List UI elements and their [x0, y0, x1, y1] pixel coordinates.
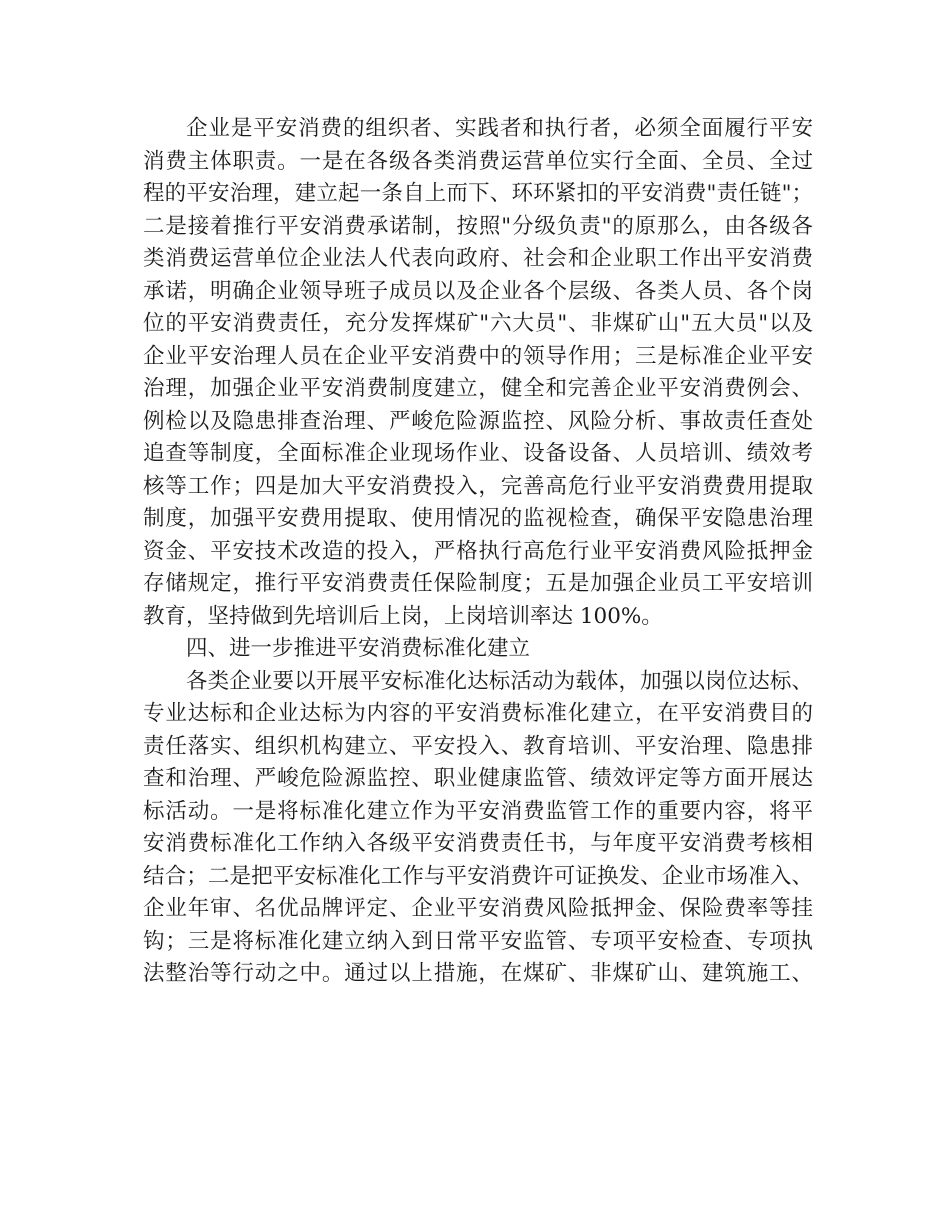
section-heading-text: 四、进一步推进平安消费标准化建立	[186, 636, 531, 661]
text-line: 企业平安治理人员在企业平安消费中的领导作用；三是标准企业平安	[143, 343, 813, 369]
text-line: 追查等制度，全面标准企业现场作业、设备设备、人员培训、绩效考	[143, 441, 813, 466]
text-line: 治理，加强企业平安消费制度建立，健全和完善企业平安消费例会、	[143, 376, 813, 401]
text-line: 各类企业要以开展平安标准化达标活动为载体，加强以岗位达标、	[186, 668, 813, 694]
text-line: 消费主体职责。一是在各级各类消费运营单位实行全面、全员、全过	[143, 148, 813, 174]
paragraph-standardization	[143, 666, 813, 991]
section-heading	[143, 633, 813, 666]
text-line: 专业达标和企业达标为内容的平安消费标准化建立，在平安消费目的	[143, 701, 813, 726]
text-line: 责任落实、组织机构建立、平安投入、教育培训、平安治理、隐患排	[143, 733, 813, 759]
text-line: 钩；三是将标准化建立纳入到日常平安监管、专项平安检查、专项执	[143, 928, 813, 954]
text-line: 存储规定，推行平安消费责任保险制度；五是加强企业员工平安培训	[143, 571, 813, 596]
text-line: 教育，坚持做到先培训后上岗，上岗培训率达 100%。	[143, 603, 663, 629]
text-line: 类消费运营单位企业法人代表向政府、社会和企业职工作出平安消费	[143, 246, 813, 271]
text-line: 结合；二是把平安标准化工作与平安消费许可证换发、企业市场准入、	[143, 863, 813, 889]
document-body	[143, 113, 813, 991]
text-line: 法整治等行动之中。通过以上措施，在煤矿、非煤矿山、建筑施工、	[143, 961, 813, 986]
text-line: 例检以及隐患排查治理、严峻危险源监控、风险分析、事故责任查处	[143, 408, 813, 434]
text-line: 安消费标准化工作纳入各级平安消费责任书，与年度平安消费考核相	[143, 831, 813, 856]
text-line: 标活动。一是将标准化建立作为平安消费监管工作的重要内容，将平	[143, 798, 813, 824]
text-line: 企业年审、名优品牌评定、企业平安消费风险抵押金、保险费率等挂	[143, 896, 813, 921]
text-line: 资金、平安技术改造的投入，严格执行高危行业平安消费风险抵押金	[143, 538, 813, 564]
text-line: 承诺，明确企业领导班子成员以及企业各个层级、各类人员、各个岗	[143, 278, 813, 304]
text-line: 程的平安治理，建立起一条自上而下、环环紧扣的平安消费"责任链"；	[143, 181, 813, 206]
text-line: 位的平安消费责任，充分发挥煤矿"六大员"、非煤矿山"五大员"以及	[143, 311, 813, 336]
paragraph-enterprise-responsibility	[143, 113, 813, 633]
text-line: 二是接着推行平安消费承诺制，按照"分级负责"的原那么，由各级各	[143, 213, 813, 239]
text-line: 企业是平安消费的组织者、实践者和执行者，必须全面履行平安	[186, 116, 813, 141]
text-line: 查和治理、严峻危险源监控、职业健康监管、绩效评定等方面开展达	[143, 766, 813, 791]
text-line: 核等工作；四是加大平安消费投入，完善高危行业平安消费费用提取	[143, 473, 813, 499]
text-line: 制度，加强平安费用提取、使用情况的监视检查，确保平安隐患治理	[143, 506, 813, 531]
